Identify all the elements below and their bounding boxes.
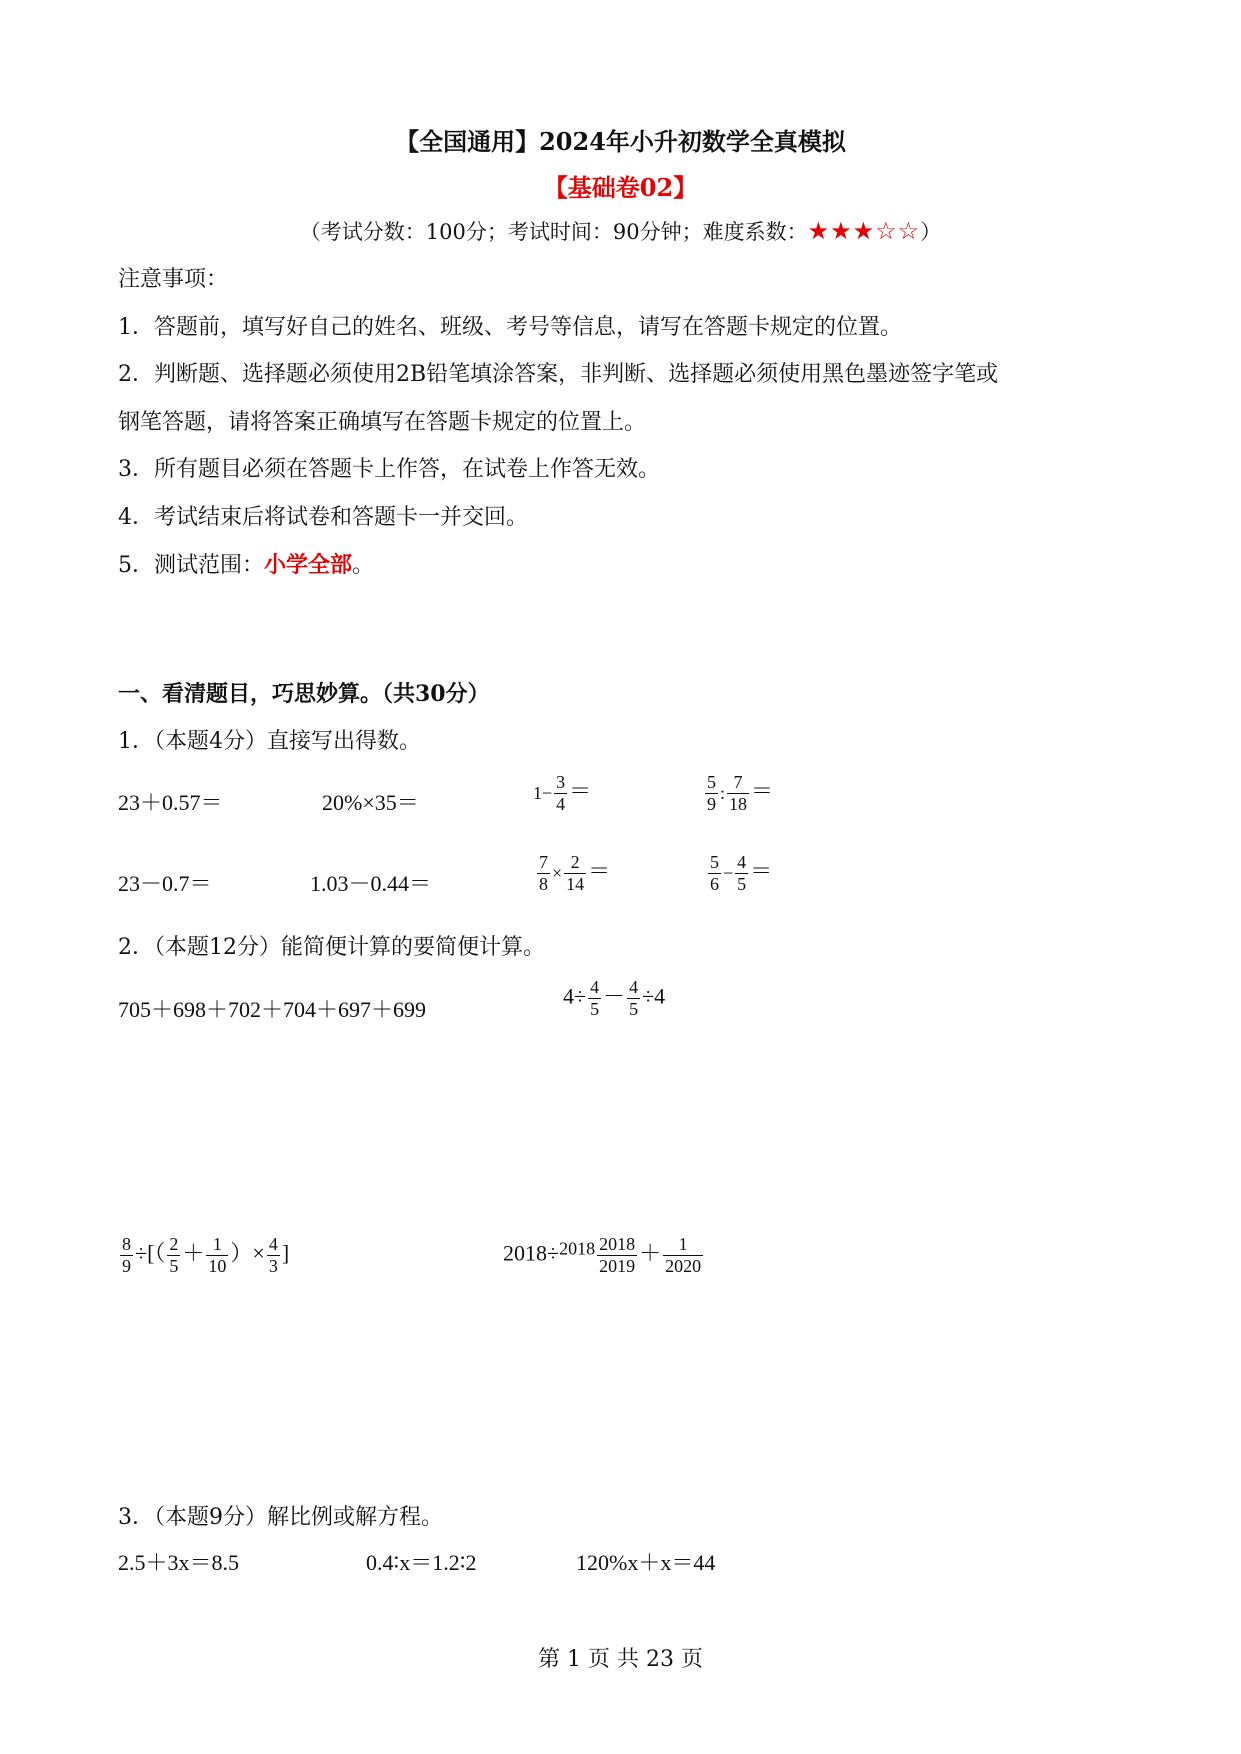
op-text: ] [281, 1240, 290, 1266]
fraction [267, 1235, 280, 1276]
op-text: × [552, 862, 563, 883]
fraction [627, 978, 640, 1019]
op-text: ＋ [639, 1240, 662, 1266]
op-text: 4÷ [563, 983, 587, 1009]
whole-number: 2018 [559, 1238, 596, 1259]
difficulty-stars [808, 217, 921, 245]
op-text: − [723, 862, 734, 883]
numerator: 4 [737, 852, 747, 872]
section-heading: 一、看清题目，巧思妙算。（共30分） [118, 681, 490, 707]
equals-sign: ＝ [750, 858, 773, 884]
op-text: ÷4 [642, 983, 666, 1009]
op-text: ＋ [182, 1240, 205, 1266]
fraction [564, 853, 586, 894]
fraction [727, 773, 749, 814]
empty-star-icon: ☆☆ [875, 217, 921, 245]
scope-value: 小学全部 [264, 552, 353, 578]
numerator: 4 [268, 1234, 278, 1254]
equals-sign: ＝ [569, 778, 592, 804]
fraction [120, 1235, 133, 1276]
exam-subtitle: 【基础卷02】 [543, 173, 698, 202]
numerator: 2018 [599, 1234, 636, 1254]
numerator: 1 [678, 1234, 688, 1254]
denominator: 18 [729, 793, 748, 814]
denominator: 2020 [665, 1255, 702, 1276]
op-text: ）× [230, 1240, 265, 1266]
note-item-3: 3．所有题目必须在答题卡上作答，在试卷上作答无效。 [118, 457, 660, 482]
q2-expr-2 [563, 978, 665, 1019]
q2-expr-4 [503, 1235, 705, 1276]
fraction [705, 773, 718, 814]
exam-meta [0, 216, 1241, 246]
notes-heading: 注意事项： [118, 267, 229, 292]
exam-title: 【全国通用】2024年小升初数学全真模拟 [395, 127, 846, 156]
q1-expr-b: 20%×35＝ [322, 790, 419, 815]
denominator: 5 [169, 1255, 179, 1276]
numerator: 7 [539, 852, 548, 872]
numerator: 8 [122, 1234, 131, 1254]
fraction [735, 853, 748, 894]
meta-suffix: ） [920, 220, 942, 244]
numerator: 4 [629, 977, 639, 997]
scope-label: 5．测试范围： [118, 553, 264, 578]
note-item-2: 2．判断题、选择题必须使用2B铅笔填涂答案，非判断、选择题必须使用黑色墨迹签字笔或 [118, 362, 999, 387]
op-text: 2018÷ [503, 1240, 560, 1266]
fraction [206, 1235, 228, 1276]
denominator: 5 [590, 998, 600, 1019]
denominator: 4 [556, 793, 566, 814]
fraction [554, 773, 567, 814]
fraction [708, 853, 721, 894]
scope-end: 。 [352, 553, 375, 578]
q3-expr-1: 2.5＋3x＝8.5 [118, 1550, 240, 1575]
denominator: 9 [122, 1255, 131, 1276]
q1-expr-e: 23－0.7＝ [118, 871, 212, 896]
q1-expr-g [535, 853, 610, 894]
q2-expr-1: 705＋698＋702＋704＋697＋699 [118, 997, 427, 1022]
denominator: 10 [208, 1255, 227, 1276]
denominator: 9 [707, 793, 716, 814]
q1-expr-a: 23＋0.57＝ [118, 790, 223, 815]
question-2-label: 2．（本题12分）能简便计算的要简便计算。 [118, 935, 545, 960]
denominator: 3 [268, 1255, 278, 1276]
numerator: 1 [212, 1234, 222, 1254]
q1-expr-f: 1.03－0.44＝ [310, 871, 432, 896]
denominator: 5 [737, 873, 747, 894]
numerator: 3 [556, 772, 566, 792]
fraction [537, 853, 550, 894]
op-text: － [603, 983, 626, 1009]
note-item-1: 1．答题前，填写好自己的姓名、班级、考号等信息，请写在答题卡规定的位置。 [118, 315, 902, 340]
equals-sign: ＝ [588, 858, 611, 884]
fraction [597, 1235, 637, 1276]
denominator: 8 [539, 873, 548, 894]
note-item-5 [118, 548, 374, 579]
q1-expr-d [703, 773, 773, 814]
page-number: 第 1 页 共 23 页 [538, 1647, 703, 1672]
question-1-label: 1．（本题4分）直接写出得数。 [118, 729, 421, 754]
q3-expr-2: 0.4∶x＝1.2∶2 [366, 1550, 477, 1575]
q2-expr-3 [118, 1235, 289, 1276]
numerator: 2 [570, 852, 580, 872]
meta-prefix: （考试分数：100分；考试时间：90分钟；难度系数： [299, 220, 808, 244]
question-3-label: 3．（本题9分）解比例或解方程。 [118, 1505, 443, 1530]
note-item-2-cont: 钢笔答题，请将答案正确填写在答题卡规定的位置上。 [118, 410, 647, 435]
numerator: 5 [707, 772, 716, 792]
denominator: 2019 [599, 1255, 636, 1276]
filled-star-icon: ★★★ [807, 217, 876, 245]
denominator: 5 [629, 998, 639, 1019]
op-text: : [720, 782, 726, 803]
equals-sign: ＝ [751, 778, 774, 804]
numerator: 7 [733, 772, 743, 792]
numerator: 2 [169, 1234, 179, 1254]
q1-expr-c [533, 773, 591, 814]
numerator: 5 [710, 852, 719, 872]
denominator: 6 [710, 873, 719, 894]
note-item-4: 4．考试结束后将试卷和答题卡一并交回。 [118, 505, 528, 530]
q3-expr-3: 120%x＋x＝44 [576, 1550, 716, 1575]
op-text: ÷[（ [135, 1240, 166, 1266]
op-text: 1− [533, 782, 553, 803]
denominator: 14 [566, 873, 585, 894]
numerator: 4 [590, 977, 600, 997]
q1-expr-h [706, 853, 772, 894]
fraction [663, 1235, 703, 1276]
fraction [167, 1235, 180, 1276]
fraction [588, 978, 601, 1019]
